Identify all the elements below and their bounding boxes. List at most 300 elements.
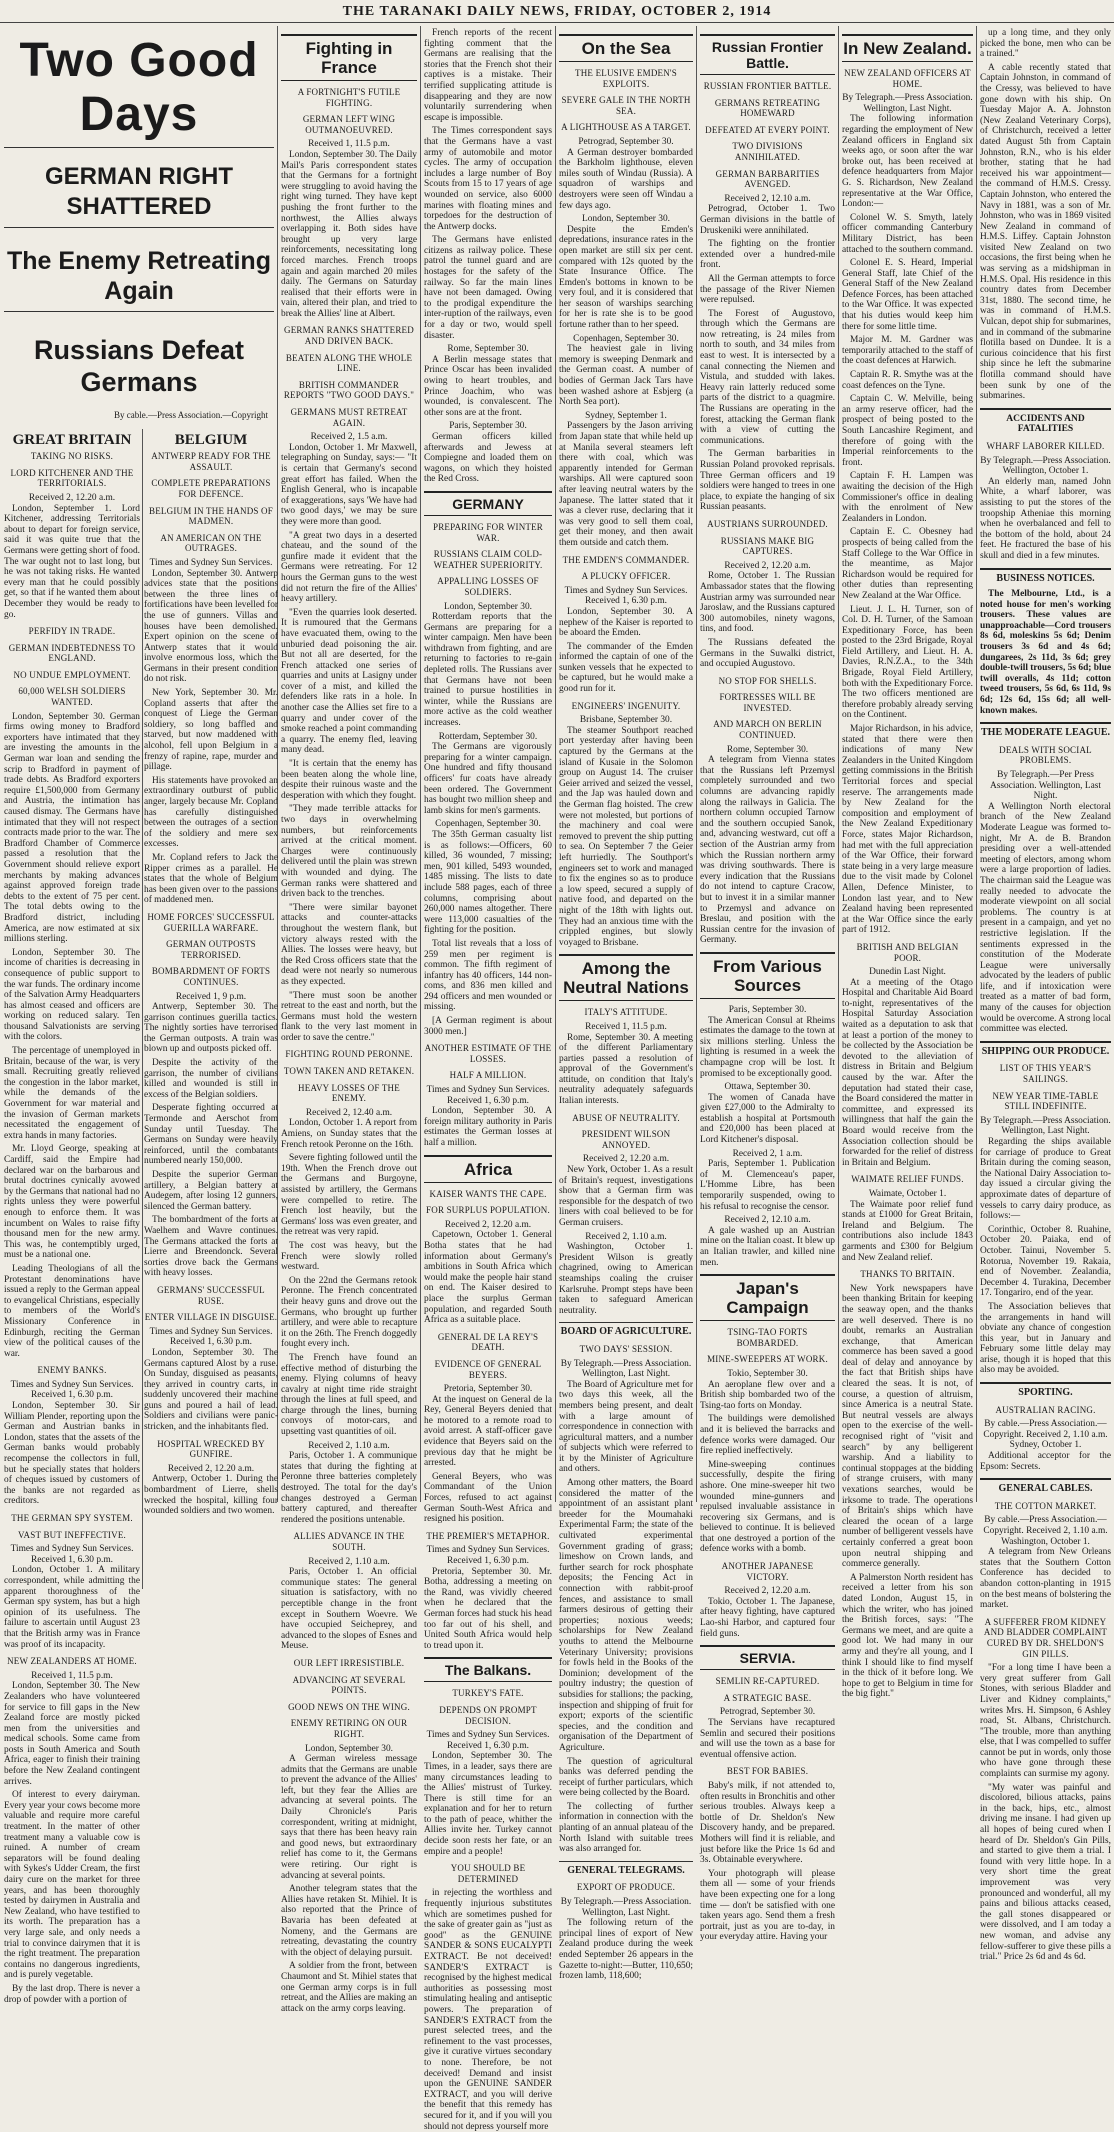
column-rule: [838, 26, 839, 1502]
paragraph: The following return of the principal lines of export of New Zealand produce during the week ended September 26 appears in the Gazette to-night:—Butter, 110,650; frozen lamb, 118,600;: [559, 1918, 693, 1982]
received-line: Times and Sydney Sun Services.: [149, 557, 273, 568]
subheading: A FORTNIGHT'S FUTILE FIGHTING.: [297, 87, 401, 108]
section-heading: BELGIUM: [174, 431, 248, 448]
paragraph: Captain E. C. Obesney had prospects of being called from the Staff College to the War Office in the meantime, as Major Richardson would be required for other duties than representing New Zealand at the War Office.: [842, 527, 973, 601]
received-line: By Telegraph.—Per Press Association. Wellington, Last Night.: [989, 770, 1102, 802]
received-line: Received 2, 1.5 a.m.: [310, 432, 388, 443]
great-britain-section: [4, 429, 140, 2009]
subheading: NEW YEAR TIME-TABLE STILL INDEFINITE.: [992, 1090, 1099, 1112]
paragraph: Desperate fighting occurred at Termonde and Aerschot from Sunday until Tuesday. The Germans on Sunday were heavily reinforced, until the combatants numbered nearly 150,000.: [144, 1103, 278, 1167]
paragraph: A German destroyer bombarded the Barkholm lighthouse, eleven miles south of Windau (Russia). A squadron of warships and destroyers were seen off Windau a few days ago.: [559, 147, 693, 211]
paragraph: New York, September 30. Mr. Copland asserts that after the conquest of Liege the German soldiery, so long baffled and starved, but now maddened with alcohol, fell upon Belgium in a frenzy of rapine, rape, murder and pillage.: [144, 688, 278, 773]
received-line: Times and Sydney Sun Services. Received 1, 6.30 p.m.: [149, 1326, 273, 1348]
subheading: HOME FORCES' SUCCESSFUL GUERILLA WARFARE.: [147, 911, 275, 933]
subheading: HOSPITAL WRECKED BY GUNFIRE.: [157, 1438, 265, 1460]
column-germany-africa-balkans: [424, 28, 552, 2132]
subheading: TWO DAYS' SESSION.: [579, 1343, 673, 1354]
subheading: FOR SURPLUS POPULATION.: [426, 1205, 550, 1216]
paragraph: Leading Theologians of all the Protestant denominations have issued a reply to the German appeal to evangelical Christians, especially to members of the World's Missionary Conference in Edinburgh, reciting the German view of the political causes of the war.: [4, 1263, 140, 1359]
subheading: BRITISH COMMANDER REPORTS "TWO GOOD DAYS.": [283, 379, 415, 401]
paragraph: Paris, October 1. A communique states that during the fighting at Peronne three batteries completely destroyed. The total for the day's changes destroyed a German battery captured, and thereafter rendered the positions untenable.: [281, 1451, 417, 1525]
subheading: APPALLING LOSSES OF SOLDIERS.: [437, 576, 539, 597]
received-line: Rotterdam, September 30.: [438, 731, 538, 742]
column-rule: [555, 26, 556, 1502]
section-heading: SERVIA.: [700, 1645, 835, 1670]
paragraph: Of interest to every dairyman. Every year your cows become more valuable and require more careful treatment. In the matter of other treatment many a valuable cow is ruined. A number of cream separators will be found dealing with Sykes's Udder Cream, the first dairy cure on the market for three years, and has been thoroughly tested by dairymen in Australia and New Zealand, who have testified to its worth. The preparation has a very large sale, and only needs a trial to convince dairymen that it is the right treatment. The preparation contains no dangerous ingredients, and is purely vegetable.: [4, 1790, 140, 1981]
paragraph: The American Consul at Rheims estimates the damage to the town at six millions sterling. Unless the lighting is resumed in a week the champagne crop will be lost. It promised to be exceptionally good.: [700, 1015, 835, 1079]
subheading: TURKEY'S FATE.: [452, 1688, 524, 1699]
paragraph: The question of agricultural banks was deferred pending the receipt of further particulars, which were being collected by the Board.: [559, 1756, 693, 1799]
paragraph: Washington, October 1. President Wilson is greatly chagrined, owing to American steamships coaling the cruiser Karlsruhe. Prompt steps have been taken to safeguard American neutrality.: [559, 1242, 693, 1316]
subheading: DEALS WITH SOCIAL PROBLEMS.: [999, 744, 1092, 766]
received-line: Petrograd, September 30.: [719, 1707, 816, 1718]
paragraph: A Palmerston North resident has received a letter from his son dated London, August 15, in which the writer, who has joined the British forces, says: "The Germans we meet, and are quite a good lot. We had many in our army and they're all young, and I think I should like to find myself in the thick of it before long. We hope to get to Belgium in time for the big fight.": [842, 1572, 973, 1700]
received-line: London, September 30.: [581, 214, 670, 225]
subheading: ANOTHER ESTIMATE OF THE LOSSES.: [424, 1043, 552, 1064]
subheading: THE GERMAN SPY SYSTEM.: [11, 1513, 133, 1523]
paragraph: Another telegram states that the Allies have retaken St. Mihiel. It is also reported that the Prince of Bavaria has been defeated at Nomeny, and the Germans are retreating, devastating the country with the object of delaying pursuit.: [281, 1884, 417, 1958]
subheading: NO UNDUE EMPLOYMENT.: [13, 669, 131, 680]
paragraph: The following information regarding the employment of New Zealand officers in England six weeks ago, or soon after the war broke out, has been received at defence headquarters from Major G. S. Richardson, New Zealand representative at the War Office, London:—: [842, 114, 973, 210]
column-rule: [142, 429, 143, 1589]
paragraph: The collecting of further information in connection with the planting of an annual plateau of the North Island with suitable trees was also arranged for.: [559, 1801, 693, 1855]
subheading: ENTER VILLAGE IN DISGUISE.: [144, 1312, 278, 1323]
received-line: Paris, September 30.: [728, 1004, 807, 1015]
paragraph: A soldier from the front, between Chaumont and St. Mihiel states that one German army corps is in full retreat, and the Allies are making an attack on the army corps leaving.: [281, 1961, 417, 2014]
received-line: London, September 30.: [443, 601, 532, 612]
received-line: By Telegraph.—Press Association. Wellington, October 1.: [980, 455, 1111, 477]
paragraph: Colonel W. S. Smyth, lately officer commanding Canterbury Military District, has been attached to the southern command.: [842, 212, 973, 255]
paragraph: An aeroplane flew over and a British ship bombarded two of the Tsing-tao forts on Monday.: [700, 1379, 835, 1411]
subheading: ENGINEERS' INGENUITY.: [571, 700, 681, 711]
subheading: GERMAN INDEBTEDNESS TO ENGLAND.: [8, 642, 136, 664]
received-line: Waimate, October 1.: [868, 1188, 947, 1199]
paragraph: [A German regiment is about 3000 men.]: [424, 1016, 552, 1037]
paragraph: London, October 1. Mr Maxwell, telegraphing on Sunday, says:— "It is certain that Germany's second great effort has failed. When the English General, who is incapable of exaggerations, says 'We have had two good days,' we may be sure they were more than good.: [281, 442, 417, 527]
received-line: By Telegraph.—Press Association. Wellington, Last Night.: [980, 1115, 1111, 1137]
paragraph: The buildings were demolished and it is believed the barracks and defence works were damaged. Our fire replied ineffectively.: [700, 1414, 835, 1457]
received-line: Times and Sydney Sun Services. Received 1, 6.30 p.m.: [426, 1085, 550, 1106]
paragraph: up a long time, and they only picked the bone, men who can be a trained.": [980, 28, 1111, 60]
paragraph: A cable recently stated that Captain Johnston, in command of the Cressy, was believed to have gone down with his ship. On Tuesday Major A. A. Johnston (New Zealand Veterinary Corps), of Christchurch, received a letter dated August 5th from Captain Johnston, R.N., who is his elder brother, stating that he had received his war appointment—the command of H.M.S. Cressy. Captain Johnston, who entered the Navy in 1881, was a son of Mr. Johnston, who was in 1869 visited New Zealand in command of H.M.S. Liffey. Captain Johnston visited New Zealand on two occasions, the first being when he was serving as a midshipman in H.M.S. Opal. His residence in this country dates from December 31st, 1880. The second time, he was in command of H.M.S. Vulcan, depot ship for submarines, and in command of the submarine flotilla based on Dundee. It is a curious coincidence that his first ship since he left the submarine flotilla command should have been sunk by one of the submarines.: [980, 62, 1111, 402]
paragraph: Rome, October 1. The Russian Ambassador states that the flowing Austrian army was surrounded near Jaroslaw, and the Russians captured 300 automobiles, ninety wagons, tins, and food.: [700, 571, 835, 635]
column-russia-japan: [700, 28, 835, 1943]
section-heading: Russian Frontier Battle.: [700, 34, 835, 75]
paragraph: "It is certain that the enemy has been beaten along the whole line, despite their ruinous waste and the desperation with which they fought.: [281, 759, 417, 801]
paragraph: in rejecting the worthless and frequently injurious substitutes which are sometimes pushed for the sake of greater gain as "just as good" as the GENUINE SANDER & SONS EUCALYPTI EXTRACT. Be not deceived! SANDER'S EXTRACT is recognised by the highest medical authorities as possessing most stimulating healing and antiseptic powers. The preparation of SANDER'S EXTRACT from the purest selected trees, and the refinement to the vast processes, give it curative virtues secondary to none. Therefore, be not deceived! Demand and insist upon the GENUINE SANDER EXTRACT, and you will derive the benefit that this remedy has secured for it, and if you will you should not depress yourself more: [424, 1888, 552, 2132]
paragraph: The French have found an effective method of disturbing the enemy. Flying columns of heavy cavalry at night time ride straight through the lines at full speed, and charge through the lines, burning convoys of motor-cars, and upsetting vast quantities of oil.: [281, 1352, 417, 1438]
subheading: THE PREMIER'S METAPHOR.: [426, 1530, 550, 1541]
headline-enemy-retreating: The Enemy Retreating Again: [7, 247, 271, 305]
paragraph: London, September 1. Lord Kitchener, addressing Territorials about to depart for foreign service, said it was quite true that the Germans were getting short of food. The war ought not to last long, but he was not taking risks. He wanted every man that he could possibly get, so that if he wanted them about December they would be ready to go.: [4, 503, 140, 620]
paragraph: A telegram from New Orleans states that the Southern Cotton Conference has decided to abandon cotton-planting in 1915 on the best means of bolstering the market.: [980, 1547, 1111, 1611]
subheading: DEFEATED AT EVERY POINT.: [705, 124, 830, 135]
paragraph: All the German attempts to force the passage of the River Niemen were repulsed.: [700, 273, 835, 306]
subheading: NEW ZEALAND OFFICERS AT HOME.: [844, 68, 971, 89]
section-heading: From Various Sources: [700, 952, 835, 999]
section-heading: In New Zealand.: [842, 34, 973, 62]
paragraph: The Association believes that the arrangements in hand will obviate any chance of congestion this year, but in January and February some little delay may arise, though it is hoped that this also may be avoided.: [980, 1301, 1111, 1376]
paragraph: The Board of Agriculture met for two days this week, all the members being present, and dealt with a large amount of correspondence in connection with agricultural matters, and a number of subjects which were referred to it by the Minister of Agriculture and others.: [559, 1379, 693, 1475]
subheading: A LIGHTHOUSE AS A TARGET.: [561, 122, 691, 133]
paragraph: Severe fighting followed until the 19th. When the French drove out the Germans and Burgoyne, assisted by artillery, the Germans were compelled to retire. The French lost heavily, but the Germans' loss was even greater, and the retreat was very rapid.: [281, 1153, 417, 1238]
subheading: TAKING NO RISKS.: [30, 451, 114, 462]
received-line: Received 1, 9 p.m.: [175, 991, 247, 1002]
section-heading: GREAT BRITAIN: [12, 431, 132, 448]
advert-heading: YOU SHOULD BE DETERMINED: [450, 1863, 526, 1884]
subheading: SEVERE GALE IN THE NORTH SEA.: [561, 95, 691, 116]
subheading: HALF A MILLION.: [449, 1070, 527, 1081]
received-line: Copenhagen, September 30.: [573, 333, 679, 344]
subheading: AUSTRALIAN RACING.: [995, 1404, 1096, 1415]
paragraph: Captain R. R. Smythe was at the coast defences on the Tyne.: [842, 370, 973, 391]
subheading: KAISER WANTS THE CAPE.: [429, 1188, 547, 1199]
section-heading: Fighting in France: [281, 34, 417, 81]
paragraph: The steamer Southport reached port yesterday after having been captured by the Germans at the island of Kusaie in the Solomon group on August 14. The cruiser Geier arrived and seized the vessel, and the Jap was hauled down and the German flag hoisted. The crew were not molested, but portions of the machinery and coal were removed to prevent the ship putting to sea. On September 7 the Geier left hurriedly. The Southport's engineers set to work and managed to fix the engines so as to produce a low speed, secured a supply of native food, and departed on the night of the 18th with lights out. They had an anxious time with the crippled engines, but slowly voyaged to Brisbane.: [559, 725, 693, 948]
section-heading: Africa: [424, 1155, 552, 1183]
paragraph: London, September 30. The income of charities is decreasing in consequence of public support to the war funds. The ordinary income of the Salvation Army Headquarters has almost ceased and officers are working on reduced salary. Ten thousand Salvationists are serving with the colors.: [4, 947, 140, 1043]
paragraph: Antwerp, October 1. During the bombardment of Lierre, shells wrecked the hospital, killing four wounded soldiers and two women.: [144, 1474, 278, 1517]
paragraph: Baby's milk, if not attended to, often results in Bronchitis and other serious troubles. Always keep a bottle of Dr. Sheldon's New Discovery handy, and be prepared. Mothers will find it is reliable, and just before like the Price 1s 6d and 3s. Obtainable everywhere.: [700, 1780, 835, 1866]
paragraph: A German wireless message admits that the Germans are unable to prevent the advance of the Allies' left, but they fear the Allies are advancing at several points. The Daily Chronicle's Paris correspondent, writing at midnight, says that there has been heavy rain and good news, but extraordinary relief has come to it, the Germans were retiring. Our right is advancing at several points.: [281, 1754, 417, 1881]
split-columns: [4, 429, 278, 2005]
subheading: TOWN TAKEN AND RETAKEN.: [283, 1066, 415, 1077]
paragraph: The cost was heavy, but the French were slowly rolled westward.: [281, 1240, 417, 1273]
subheading: VAST BUT INEFFECTIVE.: [18, 1529, 126, 1540]
received-line: Received 2, 12.20 a.m.: [582, 1154, 670, 1165]
paragraph: The commander of the Emden informed the captain of one of the sunken vessels that he expected to be captured, but he would make a good run for it.: [559, 641, 693, 695]
subheading: THE COTTON MARKET.: [994, 1500, 1097, 1511]
paragraph: New York, October 1. As a result of Britain's request, investigations show that a German firm was responsible for the despatch of two liners with coal believed to be for German cruisers.: [559, 1165, 693, 1228]
subheading: DEPENDS ON PROMPT DECISION.: [439, 1704, 537, 1726]
headline-russians: Russians Defeat Germans: [33, 335, 245, 397]
divider: [4, 311, 274, 312]
paragraph: "There must soon be another retreat to the east and north, but the Germans must hold the western flank to the very last moment in order to save the centre.": [281, 990, 417, 1043]
received-line: Brisbane, September 30.: [579, 715, 673, 726]
subheading: THE ELUSIVE EMDEN'S EXPLOITS.: [575, 68, 677, 89]
subheading: AND MARCH ON BERLIN CONTINUED.: [713, 719, 822, 741]
received-line: By Telegraph.—Press Association. Wellington, Last Night.: [560, 1897, 692, 1918]
received-line: Rome, September 30.: [447, 344, 529, 355]
paragraph: London, September 30. The New Zealanders who have volunteered for service to fill gaps in the New Zealand force are mostly picked men from the universities and medical schools. Some came from posts in South America and South Africa, eager to finish their training before the New Zealand contingent arrives.: [4, 1681, 140, 1787]
subheading: GERMAN OUTPOSTS TERRORISED.: [166, 939, 256, 960]
received-line: Received 2, 1.10 a.m.: [308, 1556, 390, 1567]
subheading: COMPLETE PREPARATIONS FOR DEFENCE.: [151, 478, 271, 499]
paragraph: The Melbourne, Ltd., is a noted house for men's working trousers. These values are unapproachable—Cord trousers 8s 6d, moleskins 5s 6d; Denim trousers 3s 6d and 4s 6d; dungarees, 2s 11d, 3s 6d; grey double-twill trousers, 5s 6d; blue twill overalls, 4s 11d; cotton tweed trousers, 5s 6d, 6s 11d, 9s 6d; 12s 6d, 15s 6d; all well-known makes.: [980, 589, 1111, 716]
received-line: Received 2, 12.10 a.m.: [724, 193, 811, 204]
subheading: ABUSE OF NEUTRALITY.: [572, 1112, 680, 1123]
subheading: PREPARING FOR WINTER WAR.: [432, 521, 544, 543]
subheading: ENEMY BANKS.: [37, 1365, 107, 1376]
paragraph: London, September 30. Antwerp advices state that the positions between the three lines of fortifications have been levelled for the use of gunners. Villas and houses have been demolished. Expert opinion on the scene of Antwerp states that it would involve enormous loss, which the Germans in their present condition do not risk.: [144, 568, 278, 685]
paragraph: London, October 1. A report from Amiens, on Sunday states that the French retook Peronne on the 16th.: [281, 1118, 417, 1150]
subheading: RUSSIANS MAKE BIG CAPTURES.: [720, 535, 815, 557]
paragraph: The percentage of unemployed in Britain, because of the war, is very small. Recruiting greatly relieved the congestion in the labor market, while the demands of the Government for war material and the invasion of German markets necessitated the engagement of extra hands in many factories.: [4, 1046, 140, 1141]
subheading: GERMAN LEFT WING OUTMANOEUVRED.: [302, 114, 396, 135]
headline-main: Two Good Days: [19, 34, 259, 141]
paragraph: The Forest of Augustovo, through which the Germans are now retreating, is 24 miles from north to south, and 34 miles from east to west. It is intersected by a canal connecting the Niemen and Vistula, and studded with lakes. Heavy rain latterly reduced some parts of the district to a quagmire. The Russians are operating in the forest, attacking the German flank with a view of cutting the communications.: [700, 308, 835, 446]
received-line: By cable.—Press Association.—Copyright. Received 2, 1.10 a.m. Sydney, October 1.: [983, 1419, 1108, 1451]
subheading: OUR LEFT IRRESISTIBLE.: [293, 1657, 405, 1668]
paragraph: An elderly man, named John White, a wharf laborer, was assisting to put the stores of the troopship Atheniae this morning when he overbalanced and fell to the bottom of the hold, about 24 feet. He fractured the base of his skull and died in a few minutes.: [980, 476, 1111, 561]
subheading: GERMAN BARBARITIES AVENGED.: [715, 168, 820, 190]
paragraph: General Beyers, who was Commandant of the Union Forces, refused to act against German South-West Africa and resigned his position.: [424, 1471, 552, 1525]
section-heading: GENERAL CABLES.: [980, 1478, 1111, 1495]
received-line: Pretoria, September 30.: [443, 1384, 533, 1395]
paragraph: Regarding the ships available for carriage of produce to Great Britain during the coming season, the National Dairy Association to-day issued a circular giving the approximate dates of departure of vessels to carry dairy produce, as follows:—: [980, 1137, 1111, 1222]
received-line: Received 2, 1.10 a.m.: [308, 1440, 390, 1451]
paragraph: Captain C. W. Melville, being an army reserve officer, had the prospect of being posted to the South Lancashire Regiment, and therefore of going with the Imperial reinforcements to the front.: [842, 394, 973, 468]
byline: By cable.—Press Association.—Copyright: [114, 410, 268, 420]
received-line: By cable.—Press Association.—Copyright. Received 2, 1.10 a.m. Washington, October 1.: [983, 1515, 1108, 1547]
paragraph: The Times correspondent says that the Germans have a vast army of automobile and motor cycles. The army of occupation includes a large number of Boy Scouts from 15 to 17 years of age wounded on service, also 6000 marines with floating mines and torpedoes for the destruction of the Antwerp docks.: [424, 126, 552, 232]
paragraph: Your photograph will please them all — some of your friends have been expecting one for a long time — don't be satisfied with one taken years ago. Send them a fresh portrait, just as you are to-day, in your everyday attire. Having your: [700, 1868, 835, 1943]
paragraph: London, September 30. German firms owing money to Bradford exporters have intimated that they are investing the amounts in the German war loan and sending the scrip to Bradford in payment of trade debts. As Bradford exporters require £1,500,000 from Germany and Austria, the intimation has caused dismay. The Germans have intimated that they will not respect contracts made prior to the war. The Bradford Chamber of Commerce passed a resolution that the Government should relieve export merchants by making advances against approved foreign trade debts to the extent of 75 per cent. The total debts owing to the Bradford district, including America, are now estimated at six millions sterling.: [4, 711, 140, 945]
paragraph: Corinthic, October 8. Ruahine, October 20. Paiaka, end of October. Tainui, November 5. Rotorua, November 19. Rakaia, end of November. Zealandia, December 4. Turakina, December 17. Tongariro, end of the year.: [980, 1224, 1111, 1299]
paragraph: Colonel E. S. Heard, Imperial General Staff, late Chief of the General Staff of the New Zealand Defence Forces, has been attached to the War Office. It was expected that his duties would keep him there for some little time.: [842, 258, 973, 332]
section-heading: ACCIDENTS AND FATALITIES: [980, 408, 1111, 435]
column-misc: [980, 28, 1111, 1963]
received-line: By Telegraph.—Press Association. Wellington, Last Night.: [560, 1358, 692, 1380]
belgium-section: [144, 429, 278, 1520]
paragraph: On the 22nd the Germans retook Peronne. The French concentrated their heavy guns and drove out the Germans, who brought up further artillery, and were able to recapture it on the 26th. The French doggedly fought every inch.: [281, 1275, 417, 1350]
paragraph: Mr. Copland refers to Jack the Ripper crimes as a parallel. He states that the whole of Belgium has been given over to the passions of maddened men.: [144, 852, 278, 906]
paragraph: Pretoria, September 30. Mr. Botha, addressing a meeting on the Rand, was vividly cheered when he declared that the German forces had stuck his head too far out of his shell, and United South Africa would help to tread upon it.: [424, 1566, 552, 1651]
subheading: PERFIDY IN TRADE.: [28, 626, 116, 637]
received-line: Received 2, 12.20 a.m.: [444, 1219, 532, 1230]
paragraph: The women of Canada have given £27,000 to the Admiralty to establish a hospital at Portsmouth and £20,000 has been placed at Lord Kitchener's disposal.: [700, 1092, 835, 1146]
paragraph: Passengers by the Jason arriving from Japan state that while held up at Manila several steamers left there with coal, which was apparently intended for German warships. All were captured soon after leaving neutral waters by the Japanese. The latter stated that it was a clever ruse, declaring that it was very good to sell them coal, get their money, and then await them outside and catch them.: [559, 421, 693, 548]
received-line: Received 2, 12.40 a.m.: [305, 1107, 393, 1118]
advert-heading: BEST FOR BABIES.: [726, 1766, 809, 1777]
section-heading: BUSINESS NOTICES.: [980, 568, 1111, 585]
subheading: ALLIES ADVANCE IN THE SOUTH.: [293, 1531, 405, 1552]
subheading: GOOD NEWS ON THE WING.: [288, 1701, 410, 1712]
subheading: THANKS TO BRITAIN.: [860, 1269, 955, 1280]
paragraph: Rome, September 30. A meeting of the different Parliamentary parties passed a resolution of approval of the Government's attitude, on condition that Italy's neutrality adequately safeguards Italian interests.: [559, 1032, 693, 1107]
subheading: ANTWERP READY FOR THE ASSAULT.: [151, 451, 271, 472]
subheading: HEAVY LOSSES OF THE ENEMY.: [298, 1082, 400, 1104]
subheading: GERMAN RANKS SHATTERED AND DRIVEN BACK.: [284, 325, 414, 347]
paragraph: The fighting on the frontier extended over a hundred-mile front.: [700, 239, 835, 271]
headline-german-right: GERMAN RIGHT SHATTERED: [45, 163, 233, 220]
paragraph: Despite the Emden's depredations, insurance rates in the open market are still six per cent. compared with 12s quoted by the State Insurance Office. The Emden's bottoms in known to be very foul, and it is considered that her season of warships searching for her is rate she is to be good fortune rather than to her speed.: [559, 224, 693, 331]
section-heading: On the Sea: [559, 34, 693, 62]
paragraph: German officers killed afterwards and Jewess at Compiegne and loaded them on wagons, on which they hoisted the Red Cross.: [424, 431, 552, 485]
paragraph: "For a long time I have been a very great sufferer from Gall Stones, with serious Bladder and Liver and Kidney complaints," writes Mrs. H. Simpson, 6 Ashley road, St. Albans, Christchurch. "The trouble, more than anything else, that I was compelled to suffer cannot be put in words, only those who have gone through these complaints can surmise my agony.: [980, 1663, 1111, 1780]
received-line: Times and Sydney Sun Services. Received 1, 6.30 p.m.: [10, 1544, 134, 1565]
section-heading: GERMANY: [424, 491, 552, 516]
subheading: TWO DIVISIONS ANNIHILATED.: [732, 141, 803, 162]
paragraph: London, September 30. The Times, in a leader, says there are many circumstances leading to the Allies' mistrust of Turkey. There is still time for an explanation and for her to return to the path of peace, whither the Allies invite her. Turkey cannot decide soon rests her fate, or an empire and a people!: [424, 1751, 552, 1857]
paragraph: Petrograd, October 1. Two German divisions in the battle of Druskeniki were annihilated.: [700, 204, 835, 236]
divider: [4, 227, 274, 228]
received-line: Received 1, 11.5 p.m.: [308, 139, 390, 150]
received-line: Ottawa, September 30.: [724, 1082, 811, 1093]
paragraph: Tokio, October 1. The Japanese, after heavy fighting, have captured Lao-shi Harbor, and captured four field guns.: [700, 1596, 835, 1639]
paragraph: The Servians have recaptured Semlin and secured their positions and will use the town as a base for eventual offensive action.: [700, 1718, 835, 1760]
section-heading: THE MODERATE LEAGUE.: [980, 722, 1111, 739]
paragraph: The heaviest gale in living memory is sweeping Denmark and the German coast. A number of bodies of German Jack Tars have been washed ashore at Esbjerg (a North Sea port).: [559, 344, 693, 408]
received-line: Tokio, September 30.: [727, 1368, 808, 1379]
subheading: FORTRESSES WILL BE INVESTED.: [719, 692, 816, 713]
subheading: ADVANCING AT SEVERAL POINTS.: [292, 1674, 406, 1696]
paragraph: London, September 30. Sir William Plender, reporting upon the German and Austrian banks in London, states that the assets of the German banks would probably recompense the collectors in full, but he specially states that holders of cheques issued by customers of the banks are not regarded as creditors.: [4, 1401, 140, 1507]
received-line: Received 2, 12.20 a.m.: [28, 492, 116, 503]
paragraph: London, September 30. The Daily Mail's Paris correspondent states that the Germans for a fortnight were struggling to avoid having the right wing turned. They have kept pushing the front further to the northwest, the Allies always overlapping it. Both sides have brought up very large reinforcements, necessitating long forced marches. French troops again and again marched 20 miles daily. The Germans on Saturday realised that their efforts were in vain, altered their plan, and tried to break the Allies' line at Albert.: [281, 149, 417, 319]
subheading: GERMANS' SUCCESSFUL RUSE.: [157, 1284, 265, 1306]
received-line: Received 2, 1.10 a.m.: [585, 1231, 667, 1242]
paragraph: Major Richardson, in his advice, stated that there were then indications of many New Zealanders in the United Kingdom getting commissions in the British Territorial forces and special reserve. The arrangements made by New Zealand for the composition and employment of the New Zealand Expeditionary Force, states Major Richardson, had met with the full appreciation of the War Office, their forward state being in a very large measure due to the visit made by Colonel Allen, Defence Minister, to London last year, and to New Zealand having been represented at the War Office since the early part of 1912.: [842, 724, 973, 936]
subheading: TSING-TAO FORTS BOMBARDED.: [727, 1327, 808, 1348]
paragraph: "Even the quarries look deserted. It is rumoured that the Germans have evacuated them, owing to the unburied dead poisoning the air. But not all are deserted, for the French attacked one series of quarries and units at Lasigny under cover of a mist, and killed the defenders like rats in a hole. In another case the Allies set fire to a quarry and under cover of the smoke reached a point commanding a quarry. The enemy fled, leaving many dead.: [281, 607, 417, 756]
subheading: NO STOP FOR SHELLS.: [718, 675, 817, 686]
received-line: Received 1, 11.5 p.m.: [585, 1021, 667, 1032]
received-line: Received 2, 12.20 a.m.: [167, 1463, 255, 1474]
subheading: BRITISH AND BELGIAN POOR.: [856, 941, 959, 963]
paragraph: "There were similar bayonet attacks and counter-attacks throughout the western flank, but victory always rested with the Allies. The losses were heavy, but the Red Cross officers state that the dead were not nearly so numerous as they expected.: [281, 902, 417, 987]
paragraph: A telegram from Vienna states that the Russians left Przemysl completely surrounded and two columns are advancing rapidly along the railways in Galicia. The northern column occupied Tarnow and the southern occupied Sanok, and, advancing westward, cut off a section of the Austrian army from which the Russian northern army was driving southwards. There is every indication that the Russians do not intend to capture Cracow, but to invest it in a similar manner to Przemysl and advance on Breslau, and position with the Russian centre for the invasion of Germany.: [700, 755, 835, 946]
received-line: Petrograd, September 30.: [578, 136, 674, 147]
paragraph: Lieut. J. L. H. Turner, son of Col. D. H. Turner, of the Samoan Expeditionary Force, has been posted to the 23rd Brigade, Royal Field Artillery, and Lieut. H. A. Davies, R.N.Z.A., to the 34th Brigade, Royal Field Artillery, both with the Expeditionary Force. The two officers mentioned are therefore probably already serving on the Continent.: [842, 604, 973, 721]
paragraph: Antwerp, September 30. The garrison continues guerilla tactics. The nightly sorties have terrorised the German outposts. A train was blown up and outposts picked off.: [144, 1002, 278, 1055]
paragraph: Mr. Lloyd George, speaking at Cardiff, said the Empire had declared war on the barbarous and brutal doctrines cynically avowed by the Germans that national had no rights unless they were powerful enough to enforce them. It was incumbent on Wales to raise fifty thousand men for the new army. This was, he contemptibly urged, must be a national one.: [4, 1144, 140, 1261]
subheading: EXPORT OF PRODUCE.: [576, 1882, 676, 1893]
received-line: Rome, September 30.: [726, 744, 809, 755]
subheading: BOMBARDMENT OF FORTS CONTINUES.: [151, 966, 271, 987]
received-line: Received 2, 12.10 a.m.: [724, 1215, 811, 1226]
section-heading: Among the Neutral Nations: [559, 954, 693, 1001]
subheading: GERMANS MUST RETREAT AGAIN.: [290, 407, 408, 428]
subheading: ITALY'S ATTITUDE.: [584, 1007, 668, 1018]
subheading: LIST OF THIS YEAR'S SAILINGS.: [999, 1063, 1092, 1085]
subheading: ANOTHER JAPANESE VICTORY.: [721, 1561, 814, 1582]
subheading: ENEMY RETIRING ON OUR RIGHT.: [290, 1718, 408, 1739]
paragraph: The Germans are vigorously preparing for a winter campaign. One hundred and fifty thousand officers' fur coats have already been ordered. The Government has bought two million sheep and lamb skins for men's garments.: [424, 742, 552, 816]
paragraph: The Germans have enlisted citizens as railway police. These patrol the tunnel guard and are hostages for the safety of the railway. So far the main lines have not been damaged. Owing to the prodigal expenditure the inter-ruption of the railways, even for a day or two, would spell disaster.: [424, 235, 552, 341]
paragraph: French reports of the recent fighting comment that the Germans are realising that the stories that the French shot their captives is a mistake. Their terrified supplicating attitude is disappearing and they are now voluntarily surrendering when escape is impossible.: [424, 28, 552, 123]
subheading: A PLUCKY OFFICER.: [581, 571, 671, 582]
subheading: PRESIDENT WILSON ANNOYED.: [581, 1129, 671, 1150]
column-sea-neutral: [559, 28, 693, 1982]
paragraph: Rotterdam reports that the Germans are preparing for a winter campaign. Men have been withdrawn from fighting, and are returning to factories to re-gain depleted rolls. The Russians aver that Germans have not been trained to pursue hostilities in winter, while the Russians are more active as the cold weather increases.: [424, 612, 552, 729]
subheading: FIGHTING ROUND PERONNE.: [285, 1049, 413, 1060]
received-line: Times and Sydney Sun Services. Received 1, 6.30 p.m.: [426, 1545, 550, 1566]
received-line: London, September 30.: [304, 1743, 393, 1754]
subheading: AUSTRIANS SURROUNDED.: [707, 518, 828, 529]
paragraph: The 35th German casualty list is as follows:—Officers, 60 killed, 36 wounded, 7 missing; men, 901 killed, 5493 wounded, 1485 missing. The lists to date include 588 pages, each of three columns, comprising about 260,000 names altogether. There were 113,000 casualties of the fighting for the position.: [424, 829, 552, 936]
received-line: Times and Sydney Sun Services. Received 1, 6.30 p.m.: [564, 585, 688, 607]
paragraph: London, October 1. A military correspondent, while admitting the apparent thoroughness of the German spy system, has but a high opinion of its usefulness. The failure to ascertain until August 23 that the British army was in France was proof of its incapacity.: [4, 1565, 140, 1650]
subheading: RUSSIANS CLAIM COLD-WEATHER SUPERIORITY.: [433, 549, 543, 570]
paragraph: A Berlin message states that Prince Oscar has been invalided owing to heart troubles, and Prince Joachim, who was wounded, is convalescent. The other sons are at the front.: [424, 354, 552, 418]
paragraph: A Wellington North electoral branch of the New Zealand Moderate League was formed to-night, Mr A. de B. Brandon presiding over a well-attended meeting of electors, among whom were a large proportion of ladies. The chairman said the League was really needed to advocate the moderate viewpoint on all social problems. The country is at present in a campaign, and yet no restrictive legislation. If the sentiments expressed in the constitution of the Moderate League were universally advocated by the leaders of public life, and if intoxication were treated as a matter of bad form, many of the causes for objection would be overcome. A strong local committee was elected.: [980, 801, 1111, 1035]
section-heading: The Balkans.: [424, 1657, 552, 1682]
subheading: SEMLIN RE-CAPTURED.: [715, 1676, 820, 1687]
paragraph: At the inquest on General de la Rey, General Beyers denied that he motored to a remote road to avoid arrest. A staff-officer gave evidence that Beyers said on the previous day that he might be arrested.: [424, 1394, 552, 1469]
column-fighting-in-france: [281, 28, 417, 2014]
received-line: Received 2, 1 a.m.: [732, 1148, 803, 1159]
subheading: EVIDENCE OF GENERAL BEYERS.: [434, 1358, 542, 1380]
paragraph: "My water was painful and discolored, bilious attacks, pains in the back, hips, etc., almost driving me insane. I had given up all hopes of being cured when I heard of Dr. Sheldon's Gin Pills, and started to give them a trial. I found with very little hope. In a very short time the great improvement was very pronounced and wonderful, all my pains and bilious attacks ceased, the gall stones disappeared or were dissolved, and I am today a new woman, and advise any fellow-sufferer to give these pills a trial." Price 2s 6d and 4s 6d.: [980, 1782, 1111, 1963]
paragraph: His statements have provoked an extraordinary outburst of public anger, largely because Mr. Copland has carefully distinguished between the outrages of a section of the soldiery and mere sex excesses.: [144, 775, 278, 850]
paragraph: London, September 30. A foreign military authority in Paris estimates the German losses at half a million.: [424, 1106, 552, 1148]
masthead: THE TARANAKI DAILY NEWS, FRIDAY, OCTOBER 2, 1914: [0, 4, 1114, 23]
subheading: RUSSIAN FRONTIER BATTLE.: [703, 81, 832, 91]
subheading: GERMANS RETREATING HOMEWARD: [714, 97, 821, 119]
paragraph: The Waimate poor relief fund stands at £1000 for Great Britain, Ireland and Belgium. The contributions also include 1843 garments and £300 for Belgium and New Zealand relief.: [842, 1199, 973, 1263]
paragraph: Paris, October 1. An official communique states: The general situation is satisfactory, with no perceptible change in the front except in Southern Woevre. We have occupied Seicheprey, and advanced to the slopes of Esnes and Meuse.: [281, 1567, 417, 1652]
paragraph: At a meeting of the Otago Hospital and Charitable Aid Board to-night, representatives of the Hospital Saturday Association waited as a deputation to ask that at least a portion of the money to be collected by the Association be devoted to the alleviation of distress in Britain and Belgium caused by the war. After the deputation had stated their case, the Board considered the matter in committee, and expressed its willingness that half the gain the Board would receive from the Association collection should be forwarded for the relief of distress in Britain and Belgium.: [842, 977, 973, 1168]
subheading: WAIMATE RELIEF FUNDS.: [851, 1174, 964, 1185]
received-line: Times and Sydney Sun Services. Received 1, 6.30 p.m.: [426, 1730, 550, 1751]
subheading: GENERAL DE LA REY'S DEATH.: [437, 1331, 539, 1353]
section-heading: GENERAL TELEGRAMS.: [559, 1861, 693, 1877]
paragraph: Captain F. H. Lampen was awaiting the decision of the High Commissioner's office in dealing with the enrolment of New Zealanders in London.: [842, 471, 973, 524]
paragraph: By the last drop. There is never a drop of powder with a portion of: [4, 1983, 140, 2005]
section-heading: SHIPPING OUR PRODUCE.: [980, 1041, 1111, 1058]
paragraph: Among other matters, the Board considered the matter of the appointment of an assistant plant breeder for the Moumahaki Experimental Farm; the state of the cultivated experimental Government grading of grass; limeshow on Crown lands, and further search for rock phosphate deposits; the Fencing Act in connection with rabbit-proof fences, and assistance to small farmers desirous of getting their properties; noxious weeds; scholarships for New Zealand youths to attend the Melbourne Veterinary University; provisions for fowls held in the Books of the Dominion; development of the poultry industry; the question of subsidies for stallions; the packing, inspection and shipping of fruit for export; exports of the scientific species, and the condition and organisation of the Department of Agriculture.: [559, 1478, 693, 1753]
subheading: BELGIUM IN THE HANDS OF MADMEN.: [149, 505, 273, 527]
advert-heading: A SUFFERER FROM KIDNEY AND BLADDER COMPLAINT CURED BY DR. SHELDON'S GIN PILLS.: [983, 1616, 1108, 1659]
paragraph: "They made terrible attacks for two days in overwhelming numbers, but reinforcements arrived at the critical moment. Charges were continuously delivered until the plain was strewn with wounded and dying. The German ranks were shattered and driven back to the trenches.: [281, 804, 417, 900]
divider: [4, 147, 274, 148]
paragraph: Paris, September 1. Publication of M. Clemenceau's paper, L'Homme Libre, has been temporarily suspended, owing to his refusal to recognise the censor.: [700, 1159, 835, 1212]
subheading: AN AMERICAN ON THE OUTRAGES.: [160, 532, 262, 554]
column-rule: [976, 26, 977, 1502]
received-line: Received 2, 12.20 a.m.: [724, 1586, 811, 1597]
paragraph: Total list reveals that a loss of 259 men per regiment is common. The fifth regiment of infantry has 40 officers, 144 non-coms, and 836 men killed and 294 officers and men wounded or missing.: [424, 938, 552, 1013]
column-rule: [696, 26, 697, 1502]
subheading: A STRATEGIC BASE.: [723, 1692, 812, 1703]
column-rule: [420, 26, 421, 1502]
paragraph: Major M. M. Gardner was temporarily attached to the staff of the coast defences at Harwich.: [842, 335, 973, 367]
received-line: By Telegraph.—Press Association. Wellington, Last Night.: [842, 93, 973, 114]
column-in-new-zealand: [842, 28, 973, 1700]
paragraph: The German barbarities in Russian Poland provoked reprisals. Three German officers and 19 soldiers were hanged to trees in one place, to expiate the hanging of six Russian peasants.: [700, 449, 835, 513]
paragraph: Mine-sweeping continues successfully, despite the firing ashore. One mine-sweeper hit two wounded mine-gunners and repulsed invaluable assistance in recovering six Germans, and is believed to continue. It is believed that one destroyed a portion of the defence works with a bomb.: [700, 1459, 835, 1555]
subheading: NEW ZEALANDERS AT HOME.: [7, 1656, 137, 1667]
paragraph: London, September 30. The Germans captured Alost by a ruse. On Sunday, disguised as peasants, they arrived in country carts, in suddenly uncovered their machine guns and poured a hail of lead. Soldiers and civilians were panic-stricken, and the inhabitants fled.: [144, 1347, 278, 1433]
subheading: 60,000 WELSH SOLDIERS WANTED.: [18, 686, 126, 708]
paragraph: The Russians defeated the Germans in the Suwalki district, and occupied Augustovo.: [700, 637, 835, 670]
subheading: THE EMDEN'S COMMANDER.: [562, 554, 690, 565]
paragraph: "A great two days in a deserted chateau, and the sound of the gunfire made it evident that the Germans were retreating. For 12 hours the German guns to the west did not return the fire of the Allies' heavy artillery.: [281, 530, 417, 605]
received-line: Times and Sydney Sun Services. Received 1, 6.30 p.m.: [10, 1379, 134, 1401]
subheading: WHARF LABORER KILLED.: [986, 440, 1105, 451]
subheading: BEATEN ALONG THE WHOLE LINE.: [285, 352, 413, 374]
paragraph: New York newspapers have been thanking Britain for keeping the seaway open, and the thanks are well deserved. There is no doubt, remarks an Australian exchange, that American commerce has been saved a good deal of delay and annoyance by the fact that British ships have cleared the seas. It is not, of course, a question of altruism, since America is a neutral State. But neutral vessels are always open to the exercise of the well-recognised right of "visit and search" by any belligerent warship. And a liability to continual stoppages at the bidding of strange cruisers, with many vexations searches, would be irksome to trade. The operations of Britain's ships which have cleared the ocean of a large number of belligerent vessels have certainly conferred a great boon upon neutral shipping and commerce generally.: [842, 1283, 973, 1570]
paragraph: Despite the activity of the garrison, the number of civilians killed and wounded is still in excess of the Belgian soldiers.: [144, 1058, 278, 1100]
paragraph: London, September 30. A nephew of the Kaiser is reported to be aboard the Emden.: [559, 606, 693, 639]
received-line: Copenhagen, September 30.: [435, 819, 541, 830]
section-heading: SPORTING.: [980, 1382, 1111, 1399]
paragraph: Despite the superior German artillery, a Belgian battery at Audegem, after losing 12 gunners, silenced the German battery.: [144, 1170, 278, 1212]
section-heading: BOARD OF AGRICULTURE.: [559, 1322, 693, 1338]
received-line: Sydney, September 1.: [585, 410, 667, 421]
paragraph: A gale washed up an Austrian mine on the Italian coast. It blew up an Italian trawler, and killed nine men.: [700, 1225, 835, 1268]
subheading: MINE-SWEEPERS AT WORK.: [707, 1354, 828, 1365]
paragraph: The bombardment of the forts at Waelhem and Wavre continues. The Germans attacked the forts at Lierre and Breendonck. Several sorties drove back the Germans with heavy losses.: [144, 1215, 278, 1279]
paragraph: Additional acceptor for the Epsom: Secrets.: [980, 1451, 1111, 1472]
subheading: LORD KITCHENER AND THE TERRITORIALS.: [10, 467, 134, 489]
column-1: [4, 28, 278, 2005]
section-heading: Japan's Campaign: [700, 1274, 835, 1321]
received-line: Received 2, 12.20 a.m.: [724, 560, 811, 571]
received-line: Received 1, 11.5 p.m.: [31, 1670, 113, 1681]
paragraph: Capetown, October 1. General Botha states that he had information about Germany's ambitions in South Africa which would make the people hair stand on end. The Kaiser desired to place the surplus German population, and regarded South Africa as a suitable place.: [424, 1230, 552, 1326]
received-line: Paris, September 30.: [449, 421, 527, 432]
